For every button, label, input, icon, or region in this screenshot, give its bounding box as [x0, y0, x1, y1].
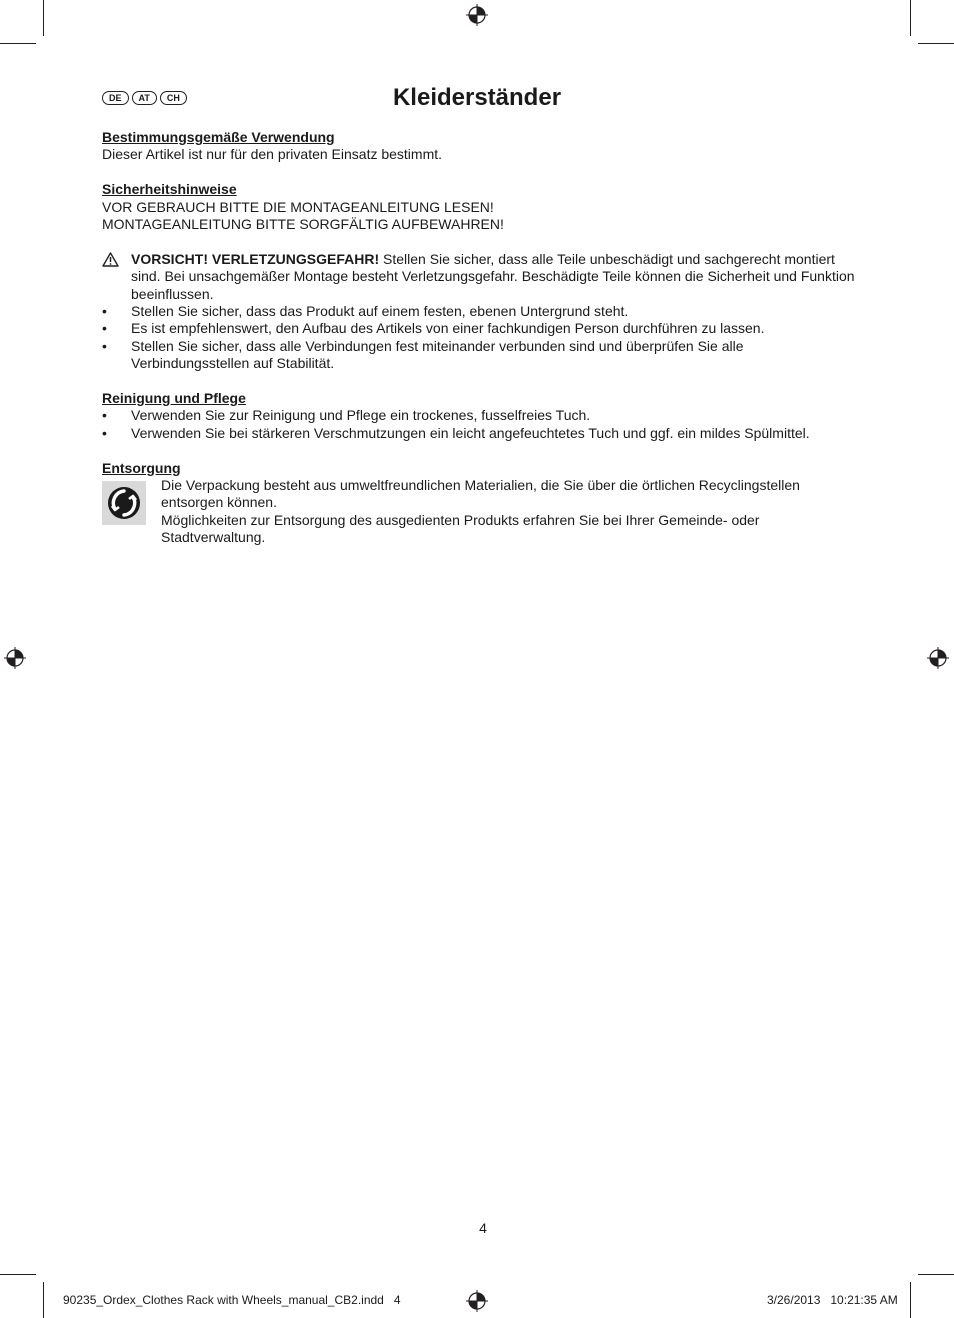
list-item — [102, 320, 862, 337]
section-heading-disposal: Entsorgung — [102, 459, 181, 476]
crop-mark — [918, 43, 954, 44]
language-badge: AT — [132, 91, 157, 105]
warning-text: Stellen Sie sicher, dass alle Teile unbeschädigt und sachgerecht montiert sind. Bei unsachgemäßer Montage besteht Verletzungsgefahr. Beschädigte Teile können die Sicherheit und Funktion beeinflussen. — [131, 250, 855, 302]
crop-mark — [43, 0, 44, 36]
list-item-text: Verwenden Sie zur Reinigung und Pflege ein trockenes, fusselfreies Tuch. — [131, 407, 591, 424]
list-item — [102, 407, 862, 424]
crop-mark — [0, 43, 36, 44]
warning-label: VORSICHT! VERLETZUNGSGEFAHR! — [131, 250, 380, 267]
warning-triangle-icon — [102, 252, 119, 267]
safety-line: VOR GEBRAUCH BITTE DIE MONTAGEANLEITUNG LESEN! — [102, 198, 494, 215]
list-item-text: Stellen Sie sicher, dass das Produkt auf einem festen, ebenen Untergrund steht. — [131, 303, 629, 320]
list-item-text: Verwenden Sie bei stärkeren Verschmutzungen ein leicht angefeuchtetes Tuch und ggf. ein mildes Spülmittel. — [131, 424, 810, 441]
registration-mark-icon — [4, 647, 26, 669]
green-dot-recycling-icon — [102, 481, 146, 525]
crop-mark — [0, 1274, 36, 1275]
list-item-text: Stellen Sie sicher, dass alle Verbindungen fest miteinander verbunden sind und überprüfen Sie alle Verbindungsstellen auf Stabilität. — [131, 337, 744, 372]
crop-mark — [43, 1282, 44, 1318]
bullet: • — [102, 303, 107, 320]
registration-mark-icon — [466, 1290, 488, 1312]
intended-use-text: Dieser Artikel ist nur für den privaten Einsatz bestimmt. — [102, 146, 443, 163]
language-badge: DE — [102, 91, 129, 105]
section-heading-cleaning: Reinigung und Pflege — [102, 390, 246, 407]
disposal-block — [102, 477, 862, 547]
crop-mark — [910, 1282, 911, 1318]
list-item — [102, 338, 862, 373]
warning-item — [102, 251, 862, 303]
print-slug-date: 3/26/2013 10:21:35 AM — [767, 1293, 898, 1307]
disposal-text: Möglichkeiten zur Entsorgung des ausgedienten Produkts erfahren Sie bei Ihrer Gemeinde- oder Stadtverwaltung. — [161, 511, 760, 546]
registration-mark-icon — [927, 647, 949, 669]
registration-mark-icon — [466, 4, 488, 26]
section-heading-safety: Sicherheitshinweise — [102, 181, 237, 198]
bullet: • — [102, 424, 107, 441]
disposal-text: Die Verpackung besteht aus umweltfreundlichen Materialien, die Sie über die örtlichen Recyclingstellen entsorgen können. — [161, 477, 800, 511]
bullet: • — [102, 407, 107, 424]
safety-line: MONTAGEANLEITUNG BITTE SORGFÄLTIG AUFBEWAHREN! — [102, 216, 504, 233]
crop-mark — [918, 1274, 954, 1275]
page-title: Kleiderständer — [392, 84, 562, 111]
crop-mark — [910, 0, 911, 36]
language-badge: CH — [160, 91, 187, 105]
list-item — [102, 303, 862, 320]
list-item-text: Es ist empfehlenswert, den Aufbau des Artikels von einer fachkundigen Person durchführen zu lassen. — [131, 320, 765, 337]
page-number: 4 — [479, 1220, 487, 1236]
list-item — [102, 425, 862, 442]
document-body — [102, 129, 862, 547]
bullet: • — [102, 320, 107, 337]
section-heading-intended-use: Bestimmungsgemäße Verwendung — [102, 129, 335, 145]
print-slug-file: 90235_Ordex_Clothes Rack with Wheels_manual_CB2.indd 4 — [63, 1293, 401, 1307]
bullet: • — [102, 337, 107, 354]
